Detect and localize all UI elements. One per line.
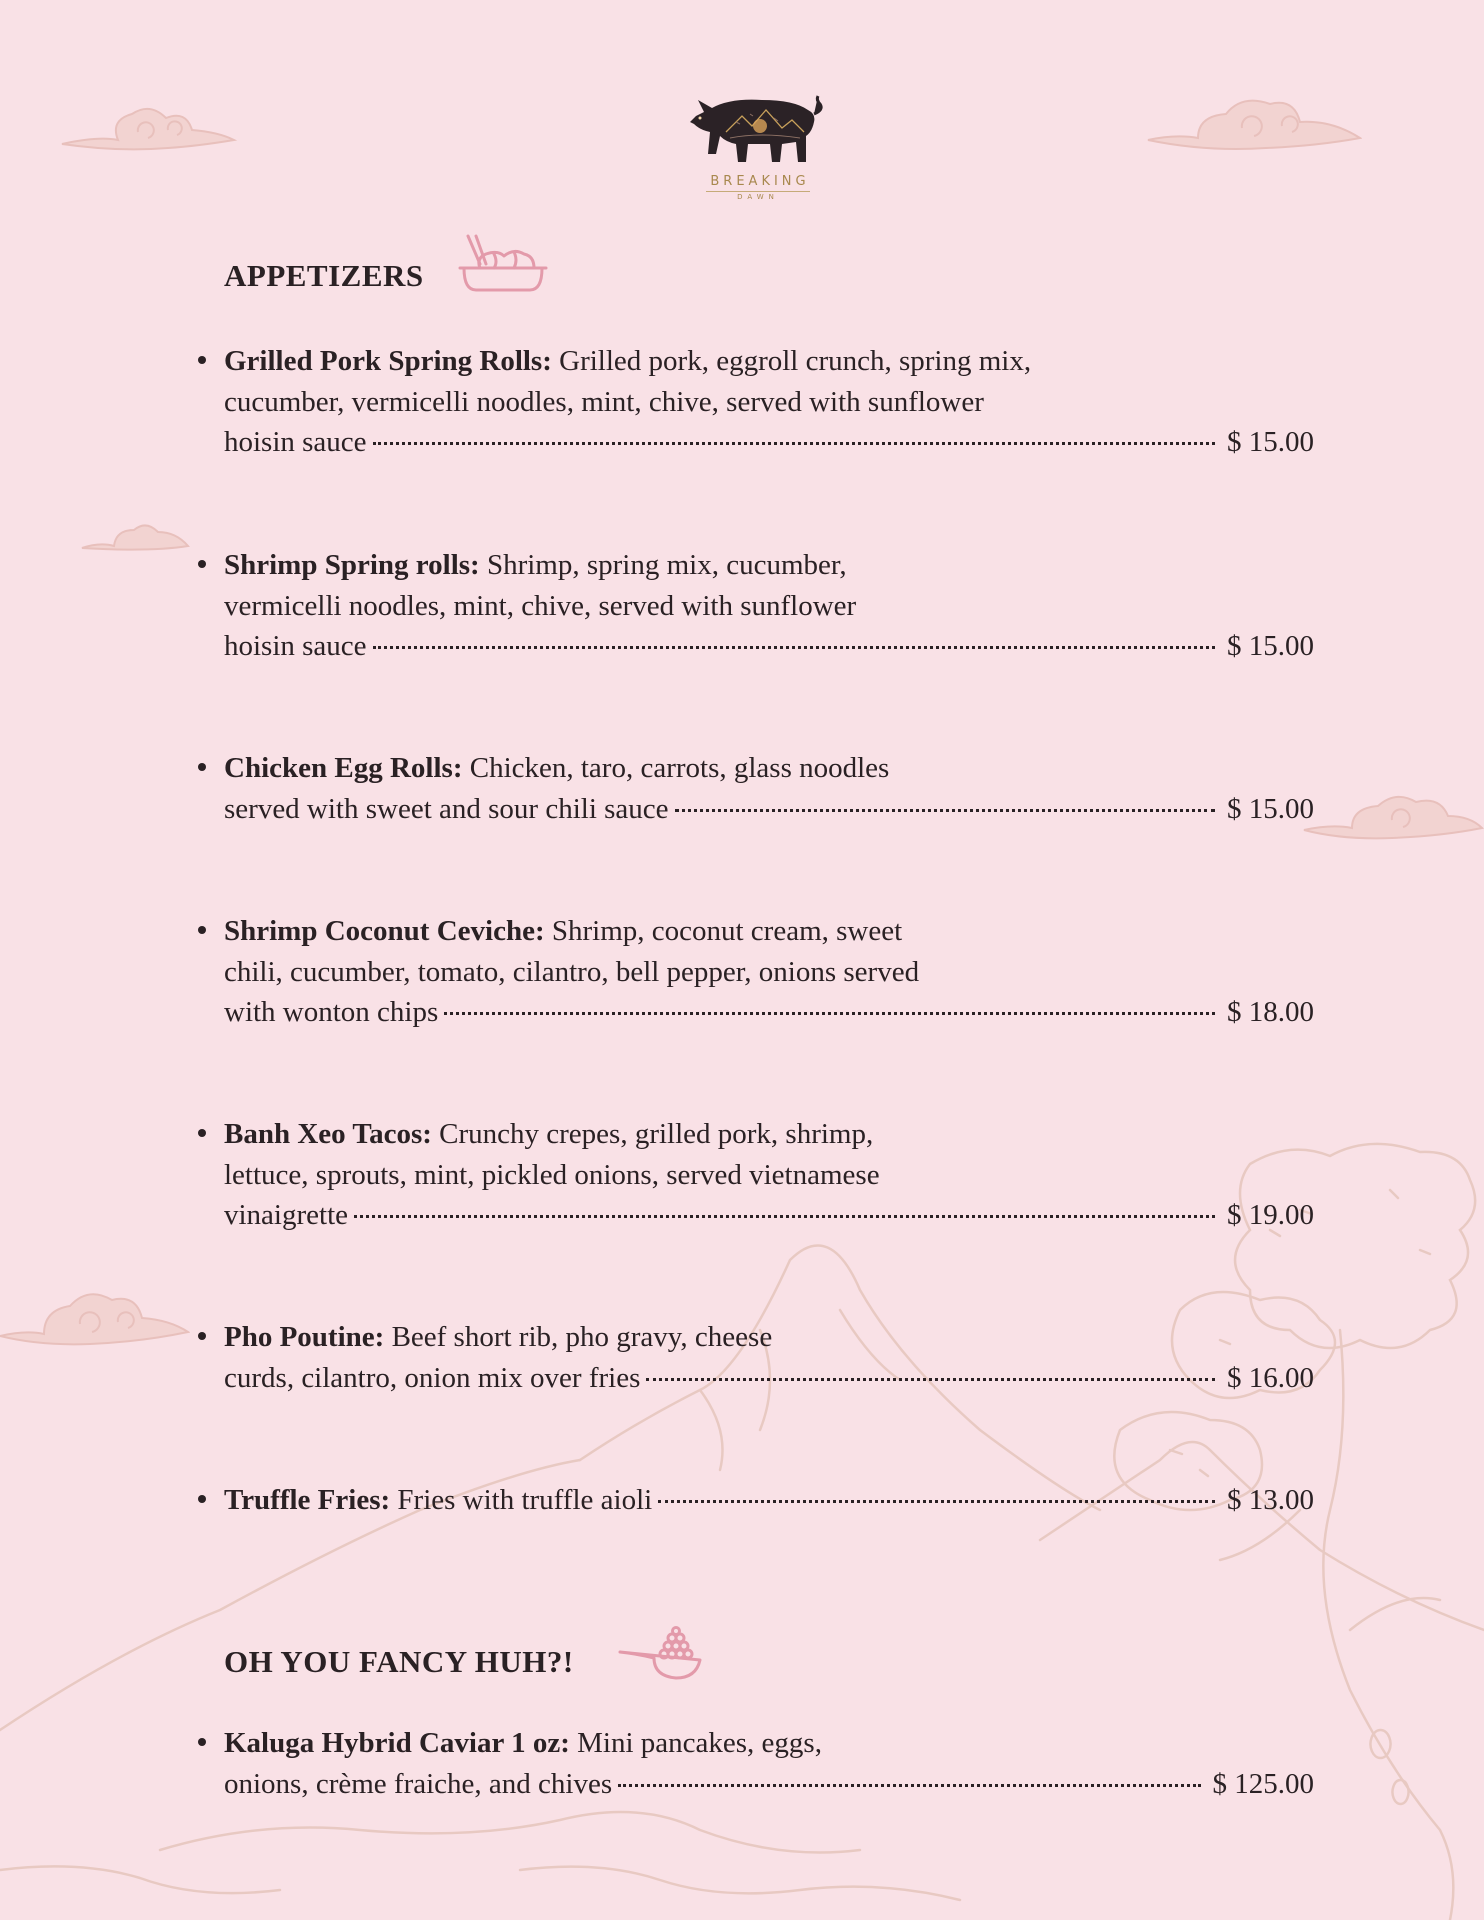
bullet: [198, 1738, 206, 1746]
dot-leader: [373, 646, 1215, 649]
dot-leader: [618, 1784, 1200, 1787]
menu-item: [224, 545, 1314, 667]
item-description: Shrimp, spring mix, cucumber,: [486, 549, 847, 581]
brand-logo: [690, 92, 826, 201]
pig-icon: [690, 92, 826, 168]
item-description: Crunchy crepes, grilled pork, shrimp,: [439, 1118, 874, 1150]
item-description: hoisin sauce: [224, 630, 367, 662]
item-description: Grilled pork, eggroll crunch, spring mix,: [559, 345, 1032, 377]
item-price: $ 16.00: [1227, 1361, 1314, 1394]
dot-leader: [658, 1500, 1215, 1503]
bullet: [198, 560, 206, 568]
bullet: [198, 763, 206, 771]
item-price: $ 15.00: [1227, 630, 1314, 662]
brand-divider: [706, 191, 810, 192]
item-description: hoisin sauce: [224, 426, 367, 458]
item-description: onions, crème fraiche, and chives: [224, 1767, 613, 1800]
item-price: $ 15.00: [1227, 426, 1314, 458]
item-name: Banh Xeo Tacos:: [224, 1118, 432, 1150]
menu-item: [224, 1317, 1314, 1398]
item-price: $ 125.00: [1212, 1767, 1314, 1800]
item-description: served with sweet and sour chili sauce: [224, 792, 669, 825]
item-price: $ 19.00: [1227, 1199, 1314, 1231]
item-name: Pho Poutine:: [224, 1321, 385, 1353]
menu-item: [224, 748, 1314, 829]
item-description: Mini pancakes, eggs,: [577, 1727, 822, 1759]
section-title-appetizers: APPETIZERS: [224, 258, 424, 293]
spring-rolls-bowl-icon: [458, 234, 548, 296]
item-description: curds, cilantro, onion mix over fries: [224, 1361, 641, 1394]
item-description: with wonton chips: [224, 996, 439, 1028]
dot-leader: [444, 1012, 1215, 1015]
item-description: vermicelli noodles, mint, chive, served with sunflower: [224, 589, 857, 622]
bullet: [198, 1129, 206, 1137]
item-name: Shrimp Coconut Ceviche:: [224, 915, 545, 947]
brand-subname: DAWN: [737, 193, 779, 201]
item-price: $ 18.00: [1227, 996, 1314, 1028]
item-name: Shrimp Spring rolls:: [224, 549, 480, 581]
item-price: $ 15.00: [1227, 792, 1314, 825]
menu-item: [224, 1480, 1314, 1521]
item-description: Fries with truffle aioli: [397, 1484, 653, 1516]
item-description: cucumber, vermicelli noodles, mint, chive, served with sunflower: [224, 385, 984, 418]
menu-item: [224, 1723, 1314, 1804]
dot-leader: [646, 1378, 1215, 1381]
bullet: [198, 1495, 206, 1503]
cloud-icon: [58, 96, 238, 160]
item-description: lettuce, sprouts, mint, pickled onions, served vietnamese: [224, 1158, 880, 1191]
caviar-spoon-icon: [618, 1626, 706, 1682]
cloud-icon: [1302, 788, 1484, 852]
item-price: $ 13.00: [1227, 1484, 1314, 1516]
menu-item: [224, 341, 1314, 463]
dot-leader: [373, 442, 1215, 445]
dot-leader: [354, 1215, 1215, 1218]
item-name: Truffle Fries:: [224, 1484, 391, 1516]
item-description: vinaigrette: [224, 1199, 349, 1231]
brand-name: BREAKING: [710, 174, 810, 189]
bullet: [198, 926, 206, 934]
item-description: Beef short rib, pho gravy, cheese: [391, 1321, 773, 1353]
item-name: Chicken Egg Rolls:: [224, 752, 463, 784]
dot-leader: [675, 809, 1215, 812]
item-description: chili, cucumber, tomato, cilantro, bell pepper, onions served: [224, 955, 920, 988]
item-name: Kaluga Hybrid Caviar 1 oz:: [224, 1727, 570, 1759]
cloud-icon: [1146, 90, 1362, 170]
menu-item: [224, 1114, 1314, 1236]
item-description: Chicken, taro, carrots, glass noodles: [469, 752, 890, 784]
item-description: Shrimp, coconut cream, sweet: [551, 915, 903, 947]
item-name: Grilled Pork Spring Rolls:: [224, 345, 552, 377]
bullet: [198, 356, 206, 364]
menu-item: [224, 911, 1314, 1033]
bullet: [198, 1332, 206, 1340]
section-title-fancy: OH YOU FANCY HUH?!: [224, 1644, 574, 1679]
cloud-icon: [80, 518, 190, 558]
